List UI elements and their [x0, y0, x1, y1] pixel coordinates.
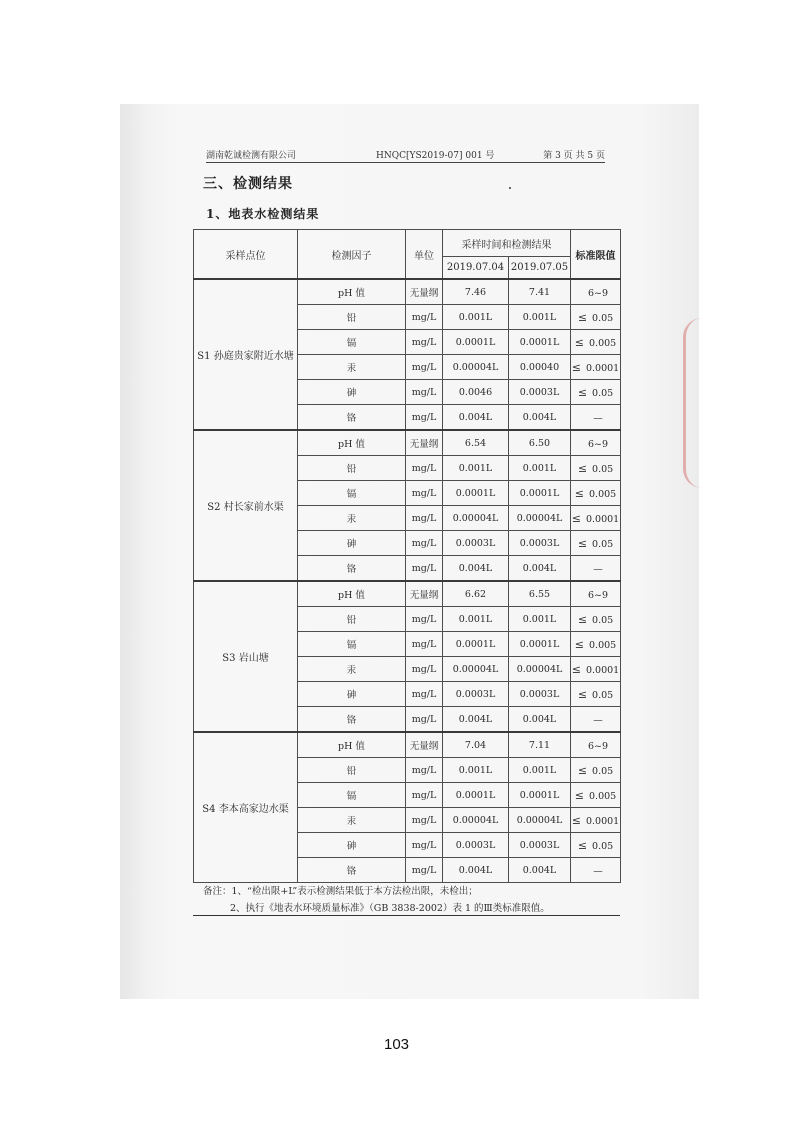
standard-cell [571, 531, 621, 556]
result-date1-cell: 0.004L [443, 707, 509, 733]
result-date1-cell: 0.001L [443, 758, 509, 783]
factor-cell: 铅 [298, 456, 406, 481]
results-body [194, 279, 621, 883]
result-date2-cell: 0.0003L [509, 531, 571, 556]
standard-cell [571, 783, 621, 808]
unit-cell: mg/L [406, 506, 443, 531]
note-line-2: 2、执行《地表水环境质量标准》（GB 3838-2002）表 1 的Ⅲ类标准限值。 [230, 903, 550, 914]
unit-cell: mg/L [406, 305, 443, 330]
results-table [193, 229, 621, 883]
unit-cell: 无量纲 [406, 581, 443, 607]
standard-value: 0.005 [589, 337, 617, 349]
unit-cell: mg/L [406, 531, 443, 556]
result-date1-cell: 0.001L [443, 456, 509, 481]
result-date1-cell: 7.46 [443, 279, 509, 305]
standard-cell [571, 657, 621, 682]
result-date2-cell: 7.11 [509, 732, 571, 758]
unit-cell: mg/L [406, 783, 443, 808]
result-date2-cell: 0.00004L [509, 506, 571, 531]
factor-cell: 镉 [298, 481, 406, 506]
standard-cell [571, 632, 621, 657]
result-date1-cell: 0.0001L [443, 481, 509, 506]
header-standard: 标准限值 [571, 230, 621, 280]
unit-cell: mg/L [406, 405, 443, 431]
standard-cell [571, 330, 621, 355]
table-row [194, 430, 621, 456]
result-date2-cell: 0.0003L [509, 380, 571, 405]
factor-cell: 镉 [298, 330, 406, 355]
result-date2-cell: 0.00004L [509, 808, 571, 833]
result-date2-cell: 0.004L [509, 707, 571, 733]
result-date2-cell: 0.0001L [509, 783, 571, 808]
standard-cell [571, 707, 621, 733]
unit-cell: mg/L [406, 607, 443, 632]
header-date-2: 2019.07.05 [509, 257, 571, 280]
standard-value: 0.005 [589, 790, 617, 802]
report-number: HNQC[YS2019-07] 001 号 [376, 151, 495, 161]
result-date1-cell: 0.00004L [443, 657, 509, 682]
table-row [194, 581, 621, 607]
result-date1-cell: 0.001L [443, 607, 509, 632]
less-equal-symbol: ≤ [571, 360, 581, 374]
result-date2-cell: 0.001L [509, 607, 571, 632]
standard-value: 6~9 [587, 740, 609, 752]
result-date1-cell: 0.001L [443, 305, 509, 330]
page-info: 第 3 页 共 5 页 [543, 151, 605, 161]
site-name: S1 孙庭贵家附近水塘 [194, 279, 298, 430]
sub-title: 1、地表水检测结果 [206, 207, 320, 221]
unit-cell: 无量纲 [406, 279, 443, 305]
unit-cell: 无量纲 [406, 732, 443, 758]
result-date1-cell: 0.0001L [443, 632, 509, 657]
standard-cell [571, 355, 621, 380]
result-date2-cell: 0.0003L [509, 833, 571, 858]
header-factor: 检测因子 [298, 230, 406, 280]
standard-value: — [593, 865, 603, 877]
less-equal-symbol: ≤ [577, 763, 588, 777]
standard-value: 0.005 [589, 488, 617, 500]
result-date2-cell: 0.0001L [509, 632, 571, 657]
result-date1-cell: 0.0003L [443, 833, 509, 858]
result-date1-cell: 0.00004L [443, 355, 509, 380]
factor-cell: pH 值 [298, 430, 406, 456]
standard-value: 0.05 [592, 463, 614, 475]
result-date2-cell: 6.55 [509, 581, 571, 607]
factor-cell: 铅 [298, 607, 406, 632]
standard-cell [571, 581, 621, 607]
less-equal-symbol: ≤ [571, 813, 581, 827]
standard-cell [571, 758, 621, 783]
less-equal-symbol: ≤ [577, 310, 588, 324]
standard-cell [571, 456, 621, 481]
site-name: S3 岩山塘 [194, 581, 298, 732]
standard-cell [571, 279, 621, 305]
unit-cell: mg/L [406, 682, 443, 707]
standard-cell [571, 858, 621, 883]
standard-cell [571, 305, 621, 330]
unit-cell: mg/L [406, 707, 443, 733]
factor-cell: 汞 [298, 808, 406, 833]
less-equal-symbol: ≤ [577, 838, 588, 852]
standard-cell [571, 405, 621, 431]
less-equal-symbol: ≤ [571, 511, 581, 525]
result-date1-cell: 6.54 [443, 430, 509, 456]
standard-value: 0.0001 [585, 513, 620, 525]
result-date1-cell: 0.00004L [443, 506, 509, 531]
result-date2-cell: 6.50 [509, 430, 571, 456]
standard-cell [571, 481, 621, 506]
factor-cell: 砷 [298, 682, 406, 707]
site-name: S4 李本高家边水渠 [194, 732, 298, 883]
standard-value: — [593, 563, 603, 575]
factor-cell: 汞 [298, 506, 406, 531]
standard-cell [571, 732, 621, 758]
standard-value: 6~9 [587, 438, 609, 450]
factor-cell: 铬 [298, 707, 406, 733]
result-date2-cell: 7.41 [509, 279, 571, 305]
standard-value: — [593, 412, 603, 424]
less-equal-symbol: ≤ [577, 536, 588, 550]
report-header [206, 150, 605, 163]
factor-cell: 铬 [298, 556, 406, 582]
standard-cell [571, 380, 621, 405]
unit-cell: mg/L [406, 556, 443, 582]
unit-cell: mg/L [406, 758, 443, 783]
standard-cell [571, 682, 621, 707]
standard-value: 0.0001 [585, 362, 620, 374]
less-equal-symbol: ≤ [574, 788, 584, 802]
result-date1-cell: 0.0001L [443, 783, 509, 808]
unit-cell: 无量纲 [406, 430, 443, 456]
result-date1-cell: 7.04 [443, 732, 509, 758]
factor-cell: pH 值 [298, 581, 406, 607]
unit-cell: mg/L [406, 858, 443, 883]
factor-cell: 汞 [298, 355, 406, 380]
factor-cell: 镉 [298, 632, 406, 657]
standard-cell [571, 808, 621, 833]
standard-cell [571, 607, 621, 632]
section-title: 三、检测结果 [203, 176, 293, 192]
table-row [194, 279, 621, 305]
unit-cell: mg/L [406, 481, 443, 506]
standard-cell [571, 556, 621, 582]
less-equal-symbol: ≤ [574, 486, 584, 500]
standard-value: 0.005 [589, 639, 617, 651]
result-date2-cell: 0.001L [509, 305, 571, 330]
unit-cell: mg/L [406, 330, 443, 355]
standard-value: 0.05 [592, 614, 614, 626]
page-number: 103 [383, 1036, 410, 1053]
site-name: S2 村长家前水渠 [194, 430, 298, 581]
header-results: 采样时间和检测结果 [443, 230, 571, 257]
result-date2-cell: 0.004L [509, 858, 571, 883]
result-date1-cell: 0.0001L [443, 330, 509, 355]
standard-value: 0.05 [592, 387, 614, 399]
result-date2-cell: 0.0001L [509, 330, 571, 355]
factor-cell: 砷 [298, 380, 406, 405]
result-date1-cell: 0.0003L [443, 531, 509, 556]
result-date2-cell: 0.004L [509, 556, 571, 582]
factor-cell: 铬 [298, 858, 406, 883]
less-equal-symbol: ≤ [577, 385, 588, 399]
factor-cell: 铅 [298, 305, 406, 330]
result-date2-cell: 0.004L [509, 405, 571, 431]
scan-speck [509, 187, 511, 189]
notes [203, 883, 550, 917]
result-date2-cell: 0.00040 [509, 355, 571, 380]
standard-value: 0.05 [592, 765, 614, 777]
result-date1-cell: 6.62 [443, 581, 509, 607]
standard-value: 0.05 [592, 689, 614, 701]
factor-cell: 砷 [298, 833, 406, 858]
result-date2-cell: 0.001L [509, 758, 571, 783]
standard-value: 0.0001 [585, 815, 620, 827]
less-equal-symbol: ≤ [571, 662, 581, 676]
company-name: 湖南乾诚检测有限公司 [206, 151, 297, 161]
standard-value: 0.0001 [585, 664, 620, 676]
unit-cell: mg/L [406, 456, 443, 481]
header-site: 采样点位 [194, 230, 298, 280]
unit-cell: mg/L [406, 657, 443, 682]
result-date2-cell: 0.001L [509, 456, 571, 481]
less-equal-symbol: ≤ [574, 335, 584, 349]
less-equal-symbol: ≤ [577, 687, 588, 701]
result-date2-cell: 0.00004L [509, 657, 571, 682]
less-equal-symbol: ≤ [577, 612, 588, 626]
standard-value: 0.05 [592, 312, 614, 324]
note-line-1: 备注：1、“检出限+L”表示检测结果低于本方法检出限，未检出； [203, 886, 478, 897]
result-date1-cell: 0.0003L [443, 682, 509, 707]
red-seal-fragment [683, 318, 702, 488]
unit-cell: mg/L [406, 833, 443, 858]
header-unit: 单位 [406, 230, 443, 280]
standard-cell [571, 430, 621, 456]
factor-cell: 砷 [298, 531, 406, 556]
result-date1-cell: 0.004L [443, 858, 509, 883]
unit-cell: mg/L [406, 632, 443, 657]
table-row [194, 732, 621, 758]
unit-cell: mg/L [406, 808, 443, 833]
factor-cell: pH 值 [298, 279, 406, 305]
standard-value: 0.05 [592, 840, 614, 852]
standard-value: 0.05 [592, 538, 614, 550]
header-date-1: 2019.07.04 [443, 257, 509, 280]
unit-cell: mg/L [406, 355, 443, 380]
result-date2-cell: 0.0003L [509, 682, 571, 707]
factor-cell: 汞 [298, 657, 406, 682]
standard-value: — [593, 714, 603, 726]
result-date2-cell: 0.0001L [509, 481, 571, 506]
less-equal-symbol: ≤ [574, 637, 584, 651]
result-date1-cell: 0.004L [443, 405, 509, 431]
factor-cell: 铬 [298, 405, 406, 431]
standard-value: 6~9 [587, 589, 609, 601]
result-date1-cell: 0.004L [443, 556, 509, 582]
factor-cell: 镉 [298, 783, 406, 808]
standard-cell [571, 833, 621, 858]
result-date1-cell: 0.0046 [443, 380, 509, 405]
factor-cell: pH 值 [298, 732, 406, 758]
result-date1-cell: 0.00004L [443, 808, 509, 833]
standard-value: 6~9 [587, 287, 609, 299]
standard-cell [571, 506, 621, 531]
less-equal-symbol: ≤ [577, 461, 588, 475]
factor-cell: 铅 [298, 758, 406, 783]
unit-cell: mg/L [406, 380, 443, 405]
